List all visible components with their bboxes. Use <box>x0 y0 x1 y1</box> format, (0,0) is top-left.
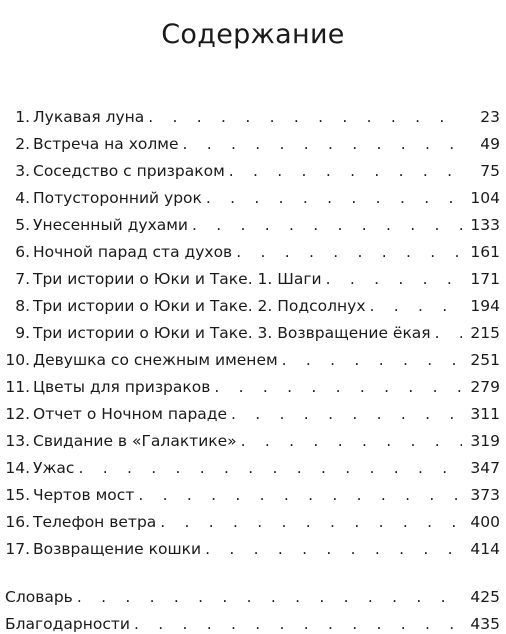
page-number: 414 <box>470 540 500 558</box>
dot-leader <box>435 323 462 343</box>
toc-entry-chapter-1[interactable] <box>0 100 500 127</box>
toc-entry-chapter-12[interactable] <box>0 397 500 424</box>
chapter-number: 12. <box>5 405 30 423</box>
dot-leader <box>205 539 462 559</box>
toc-entry-glossary[interactable] <box>0 580 500 607</box>
chapter-number: 4. <box>15 189 30 207</box>
chapter-number: 7. <box>15 270 30 288</box>
page-number: 373 <box>470 486 500 504</box>
chapter-number: 9. <box>15 324 30 342</box>
chapter-title: Цветы для призраков <box>30 377 214 397</box>
chapter-title: Соседство с призраком <box>30 161 229 181</box>
dot-leader <box>77 587 462 607</box>
chapter-number: 13. <box>5 432 30 450</box>
dot-leader <box>148 107 462 127</box>
page-number: 194 <box>470 297 500 315</box>
toc-entry-chapter-8[interactable] <box>0 289 500 316</box>
chapter-number: 11. <box>5 378 30 396</box>
chapter-title: Три истории о Юки и Таке. 3. Возвращение ёкая <box>30 323 435 343</box>
chapter-title: Чертов мост <box>30 485 138 505</box>
chapter-title: Ночной парад ста духов <box>30 242 236 262</box>
chapter-number: 5. <box>15 216 30 234</box>
dot-leader <box>206 188 462 208</box>
chapter-number: 1. <box>15 108 30 126</box>
appendix-title: Словарь <box>0 587 77 607</box>
chapter-number: 3. <box>15 162 30 180</box>
page-number: 75 <box>480 162 500 180</box>
chapter-title: Три истории о Юки и Таке. 1. Шаги <box>30 269 326 289</box>
toc-entry-chapter-7[interactable] <box>0 262 500 289</box>
dot-leader <box>282 350 462 370</box>
page-number: 311 <box>470 405 500 423</box>
dot-leader <box>370 296 462 316</box>
toc-entry-chapter-17[interactable] <box>0 532 500 559</box>
toc-entry-chapter-5[interactable] <box>0 208 500 235</box>
toc-entry-chapter-10[interactable] <box>0 343 500 370</box>
dot-leader <box>229 161 462 181</box>
chapter-title: Отчет о Ночном параде <box>30 404 231 424</box>
chapter-title: Ужас <box>30 458 78 478</box>
page-number: 215 <box>470 324 500 342</box>
chapter-title: Девушка со снежным именем <box>30 350 282 370</box>
dot-leader <box>183 134 463 154</box>
page-number: 279 <box>470 378 500 396</box>
page-number: 23 <box>480 108 500 126</box>
dot-leader <box>138 485 462 505</box>
toc-entry-chapter-9[interactable] <box>0 316 500 343</box>
chapter-title: Три истории о Юки и Таке. 2. Подсолнух <box>30 296 370 316</box>
chapter-title: Лукавая луна <box>30 107 148 127</box>
toc-entry-acknowledgements[interactable] <box>0 607 500 634</box>
toc-entry-chapter-16[interactable] <box>0 505 500 532</box>
toc-entry-chapter-6[interactable] <box>0 235 500 262</box>
toc-entry-chapter-4[interactable] <box>0 181 500 208</box>
chapter-title: Свидание в «Галактике» <box>30 431 241 451</box>
page-number: 251 <box>470 351 500 369</box>
page-number: 319 <box>470 432 500 450</box>
page-number: 133 <box>470 216 500 234</box>
table-of-contents <box>0 100 500 634</box>
toc-entry-chapter-14[interactable] <box>0 451 500 478</box>
toc-entry-chapter-11[interactable] <box>0 370 500 397</box>
chapter-title: Унесенный духами <box>30 215 192 235</box>
chapter-number: 6. <box>15 243 30 261</box>
toc-entry-chapter-2[interactable] <box>0 127 500 154</box>
dot-leader <box>214 377 462 397</box>
page-title: Содержание <box>161 19 345 51</box>
chapter-number: 14. <box>5 459 30 477</box>
page-number: 49 <box>480 135 500 153</box>
dot-leader <box>236 242 462 262</box>
page-number: 425 <box>470 588 500 606</box>
toc-entry-chapter-3[interactable] <box>0 154 500 181</box>
chapter-number: 2. <box>15 135 30 153</box>
chapter-title: Возвращение кошки <box>30 539 205 559</box>
page-number: 171 <box>470 270 500 288</box>
dot-leader <box>192 215 462 235</box>
toc-entry-chapter-13[interactable] <box>0 424 500 451</box>
chapter-number: 16. <box>5 513 30 531</box>
dot-leader <box>326 269 462 289</box>
page-number: 161 <box>470 243 500 261</box>
dot-leader <box>134 614 462 634</box>
toc-entry-chapter-15[interactable] <box>0 478 500 505</box>
chapter-title: Встреча на холме <box>30 134 183 154</box>
chapter-title: Телефон ветра <box>30 512 160 532</box>
page-number: 347 <box>470 459 500 477</box>
dot-leader <box>78 458 462 478</box>
dot-leader <box>231 404 462 424</box>
dot-leader <box>241 431 462 451</box>
chapter-number: 17. <box>5 540 30 558</box>
chapter-title: Потусторонний урок <box>30 188 206 208</box>
page-number: 435 <box>470 615 500 633</box>
chapter-number: 15. <box>5 486 30 504</box>
appendix-title: Благодарности <box>0 614 134 634</box>
dot-leader <box>160 512 462 532</box>
chapter-number: 10. <box>5 351 30 369</box>
chapter-number: 8. <box>15 297 30 315</box>
page-number: 400 <box>470 513 500 531</box>
page-number: 104 <box>470 189 500 207</box>
section-spacer <box>0 559 500 580</box>
